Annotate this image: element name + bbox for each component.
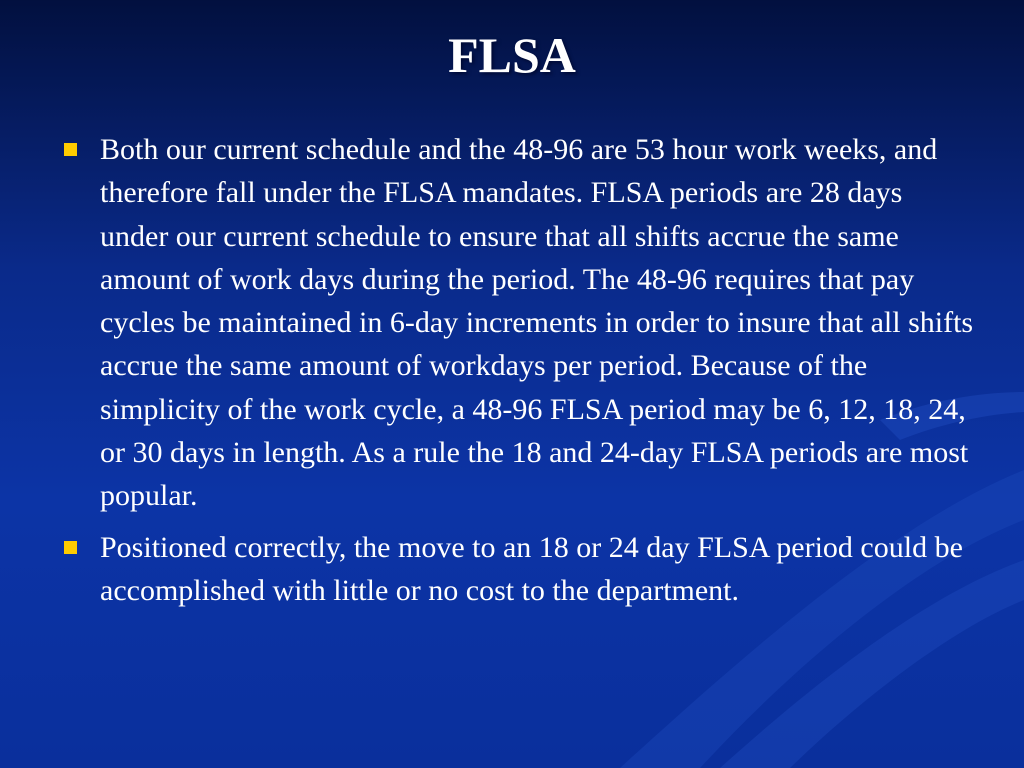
bullet-text: Positioned correctly, the move to an 18 or 24 day FLSA period could be accomplished with little or no cost to the department.	[100, 530, 963, 607]
square-bullet-icon	[64, 143, 77, 156]
bullet-text: Both our current schedule and the 48-96 are 53 hour work weeks, and therefore fall under the FLSA mandates. FLSA periods are 28 days under our current schedule to ensure that all shifts accrue the same amount of work days during the period. The 48-96 requires that pay cycles be maintained in 6-day increments in order to insure that all shifts accrue the same amount of workdays per period. Because of the simplicity of the work cycle, a 48-96 FLSA period may be 6, 12, 18, 24, or 30 days in length. As a rule the 18 and 24-day FLSA periods are most popular.	[100, 133, 974, 513]
bullet-item	[58, 526, 978, 613]
bullet-list	[58, 128, 978, 620]
slide-title: FLSA	[448, 27, 576, 83]
bullet-item	[58, 128, 978, 518]
square-bullet-icon	[64, 541, 77, 554]
